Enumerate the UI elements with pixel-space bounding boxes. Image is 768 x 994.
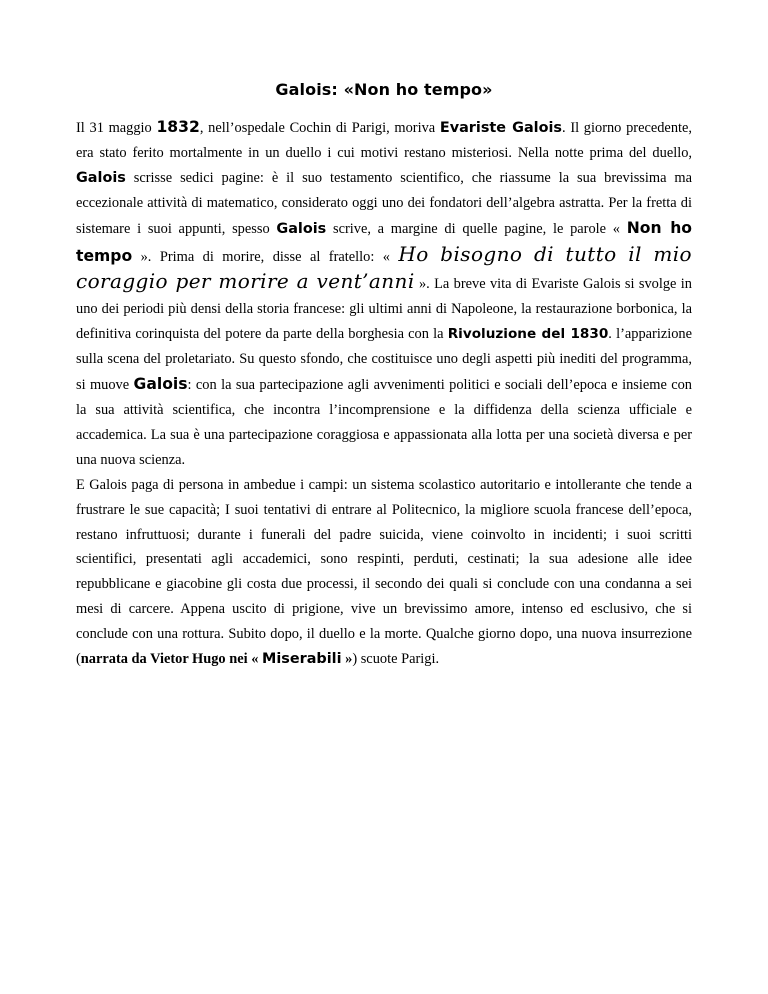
narrata-close: » xyxy=(341,651,353,668)
text-run: . Il giorno precedente, era stato ferito mortalmente in un duello i cui motivi restano misteriosi. Nella notte prima del duello, xyxy=(76,120,692,161)
rivoluzione-1830: Rivoluzione del 1830 xyxy=(447,326,609,343)
document-page xyxy=(76,78,692,672)
year-1832: 1832 xyxy=(156,118,200,136)
galois-quote: Ho bisogno di tutto il mio coraggio per morire a vent’anni xyxy=(76,241,692,294)
text-run: scrive, a margine di quelle pagine, le parole « xyxy=(326,220,627,237)
name-galois: Galois xyxy=(276,220,327,237)
name-evariste-galois: Evariste Galois xyxy=(439,120,563,136)
text-run: Il 31 maggio xyxy=(76,120,157,136)
text-run: ) scuote Parigi. xyxy=(352,651,440,668)
text-run: ». La breve vita di Evariste Galois si svolge in uno dei periodi più densi della storia francese: gli ultimi anni di Napoleone, la restaurazione borbonica, la definitiva corinquista del potere da parte della borghesia con la xyxy=(76,276,692,343)
paragraph-1 xyxy=(76,115,692,473)
text-run: . l’apparizione sulla scena del proletariato. Su questo sfondo, che costituisce uno degli aspetti più inediti del programma, si muove xyxy=(76,326,692,394)
text-run: ». Prima di morire, disse al fratello: « xyxy=(132,248,399,265)
phrase-non-ho-tempo: Non ho tempo xyxy=(76,218,693,265)
title-miserabili: Miserabili xyxy=(262,651,342,668)
name-galois: Galois xyxy=(133,375,188,394)
document-title: Galois: «Non ho tempo» xyxy=(275,80,493,99)
text-run: E Galois paga di persona in ambedue i campi: un sistema scolastico autoritario e intollerante che tende a frustrare le sue capacità; I suoi tentativi di entrare al Politecnico, la migliore scuola francese dell’epoca, restano infruttuosi; durante i funerali del padre suicida, viene coinvolto in incidenti; i suoi scritti scientifici, presentati agli accademici, sono respinti, perduti, cestinati; la sua adesione alle idee repubblicane e giacobine gli costa due processi, il secondo dei quali si conclude con una condanna a sei mesi di carcere. Appena uscito di prigione, vive un brevissimo amore, intenso ed esclusivo, che si conclude con una rottura. Subito dopo, il duello e la morte. Qualche giorno dopo, una nuova insurrezione ( xyxy=(76,476,692,668)
text-run: : con la sua partecipazione agli avvenimenti politici e sociali dell’epoca e insieme con la sua attività scientifica, che incontra l’incomprensione e la diffidenza della scienza ufficiale e accademica. La sua è una partecipazione coraggiosa e appassionata alla lotta per una società diversa e per una nuova scienza. xyxy=(76,377,692,468)
text-run: scrisse sedici pagine: è il suo testamento scientifico, che riassume la sua brevissima ma eccezionale attività di matematico, considerato oggi uno dei fondatori dell’algebra astratta. Per la fretta di sistemare i suoi appunti, spesso xyxy=(76,169,692,237)
paragraph-2 xyxy=(76,473,692,672)
text-run: , nell’ospedale Cochin di Parigi, moriva xyxy=(199,120,440,136)
name-galois: Galois xyxy=(76,169,126,186)
narrata-da-hugo: narrata da Vietor Hugo nei « xyxy=(80,651,263,668)
document-body xyxy=(76,115,692,672)
